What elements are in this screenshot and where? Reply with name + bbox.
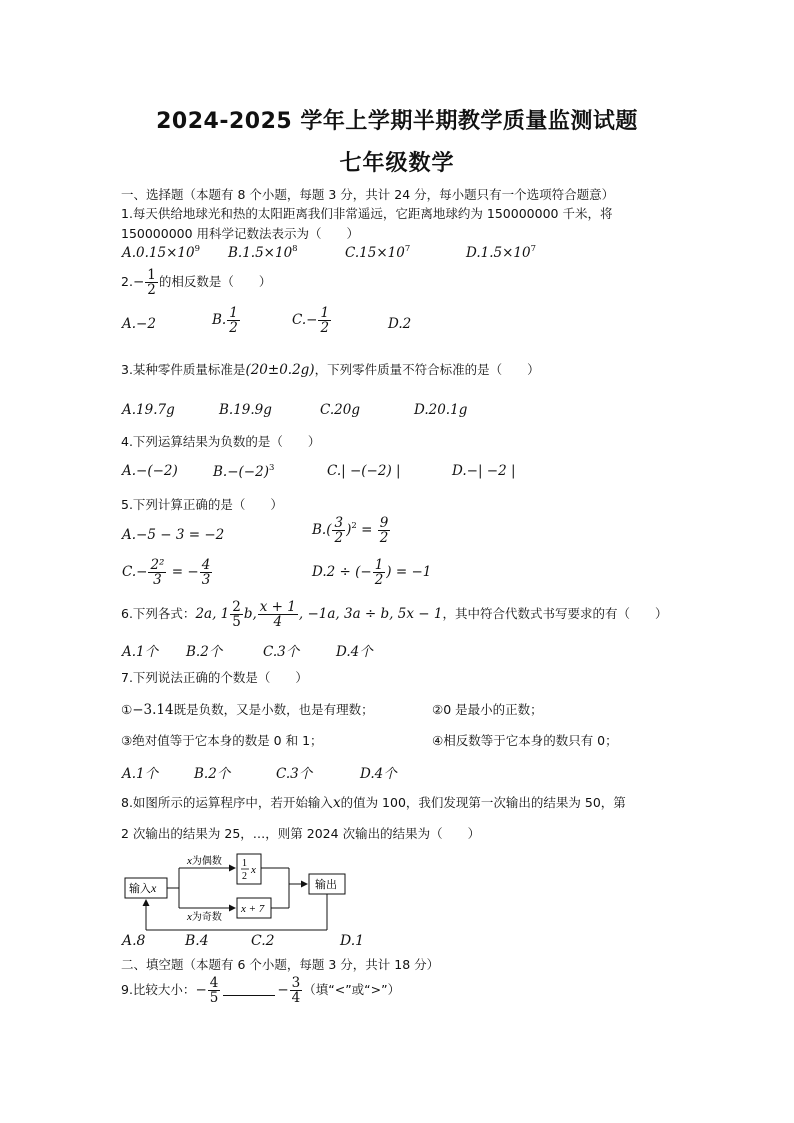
q3-stem: 3.某种零件质量标准是(20±0.2g)，下列零件质量不符合标准的是（ ） [121, 362, 540, 378]
q4-option-d: D.−| −2 | [452, 463, 516, 479]
q5-option-b: B.( $\frac{3}{2}$ )$^2$ = $\frac{9}{2}$ [312, 515, 389, 547]
odd-branch-label: x为奇数 [187, 911, 222, 923]
q8-option-b: B.4 [185, 933, 209, 949]
q7-option-b: B.2个 [194, 766, 231, 782]
q2-option-d: D.2 [388, 316, 412, 332]
q4-option-a: A.−(−2) [122, 463, 178, 479]
q6-option-d: D.4个 [336, 644, 373, 660]
output-label: 输出 [315, 879, 337, 891]
q2-option-a: A.−2 [122, 316, 156, 332]
even-branch-label: x为偶数 [187, 855, 222, 867]
q7-statement-1: ①−3.14既是负数，又是小数，也是有理数； [121, 702, 374, 718]
section-2-heading: 二、填空题（本题有 6 个小题，每题 3 分，共计 18 分） [121, 957, 440, 972]
section-1-heading: 一、选择题（本题有 8 个小题，每题 3 分，共计 24 分，每小题只有一个选项符合题意） [121, 187, 615, 202]
q1-option-c: $C.15\times 10^7$ [345, 244, 411, 261]
q8-option-d: D.1 [340, 933, 365, 949]
q7-statement-2: ②0 是最小的正数； [432, 702, 543, 717]
q7-statement-4: ④相反数等于它本身的数只有 0； [432, 733, 618, 748]
q4-option-b: $B.-(-2)^3$ [213, 463, 275, 480]
q2-option-b: B. $\frac{1}{2}$ [212, 305, 238, 337]
q7-option-d: D.4个 [360, 766, 397, 782]
q6-option-b: B.2个 [186, 644, 223, 660]
q9-answer-blank[interactable] [223, 985, 275, 996]
q8-option-c: C.2 [251, 933, 275, 949]
q8-option-a: A.8 [122, 933, 146, 949]
q3-option-d: D.20.1g [414, 402, 468, 418]
q6-option-c: C.3个 [263, 644, 300, 660]
q1-option-d: $D.1.5\times 10^7$ [466, 244, 537, 261]
q3-option-b: B.19.9g [219, 402, 272, 418]
q5-option-c: C.− $\frac{\text{2²}}{3}$ = − $\frac{4}{3}$ [122, 557, 211, 589]
q4-option-c: C.| −(−2) | [327, 463, 401, 479]
q3-option-a: A.19.7g [122, 402, 175, 418]
q5-option-d: D.2 ÷ (− $\frac{1}{2}$ ) = −1 [312, 557, 432, 589]
q6-stem: 6.下列各式：2a, 1 $\frac{2}{5}$ b, $\frac{x + 1}{4}$ , −1a, 3a ÷ b, 5x − 1，其中符合代数式书写要求的有（ ） [121, 599, 668, 631]
q9-stem: 9.比较大小：− $\frac{4}{5}$ − $\frac{3}{4}$ （填“<”或“>”） [121, 975, 401, 1007]
q8-program-diagram [121, 848, 361, 938]
q1-option-a: $A.0.15\times 10^9$ [122, 244, 201, 261]
q2-option-c: C.− $\frac{1}{2}$ [292, 305, 330, 337]
q1-line1: 1.每天供给地球光和热的太阳距离我们非常遥远，它距离地球约为 150000000 千米，将 [121, 206, 613, 221]
q3-option-c: C.20g [320, 402, 360, 418]
plus-seven-label: x + 7 [241, 903, 265, 915]
input-label: 输入x [129, 881, 157, 895]
q7-option-a: A.1个 [122, 766, 159, 782]
half-x: x [251, 864, 256, 876]
q6-option-a: A.1个 [122, 644, 159, 660]
exam-title: 2024-2025 学年上学期半期教学质量监测试题 [156, 109, 638, 134]
q8-line1: 8.如图所示的运算程序中，若开始输入x的值为 100，我们发现第一次输出的结果为 50，第 [121, 795, 626, 811]
q5-stem: 5.下列计算正确的是（ ） [121, 497, 283, 512]
q4-stem: 4.下列运算结果为负数的是（ ） [121, 434, 321, 449]
q8-line2: 2 次输出的结果为 25，…，则第 2024 次输出的结果为（ ） [121, 826, 481, 841]
half-denominator: 2 [242, 871, 247, 882]
q7-option-c: C.3个 [276, 766, 313, 782]
q1-line2: 150000000 用科学记数法表示为（ ） [121, 226, 360, 241]
q7-statement-3: ③绝对值等于它本身的数是 0 和 1； [121, 733, 323, 748]
half-numerator: 1 [242, 858, 247, 869]
q7-stem: 7.下列说法正确的个数是（ ） [121, 670, 308, 685]
q5-option-a: A.−5 − 3 = −2 [122, 527, 225, 543]
exam-subtitle: 七年级数学 [339, 151, 455, 176]
q1-option-b: $B.1.5\times 10^8$ [228, 244, 298, 261]
q2-stem: 2.− $\frac{1}{2}$ 的相反数是（ ） [121, 267, 272, 299]
